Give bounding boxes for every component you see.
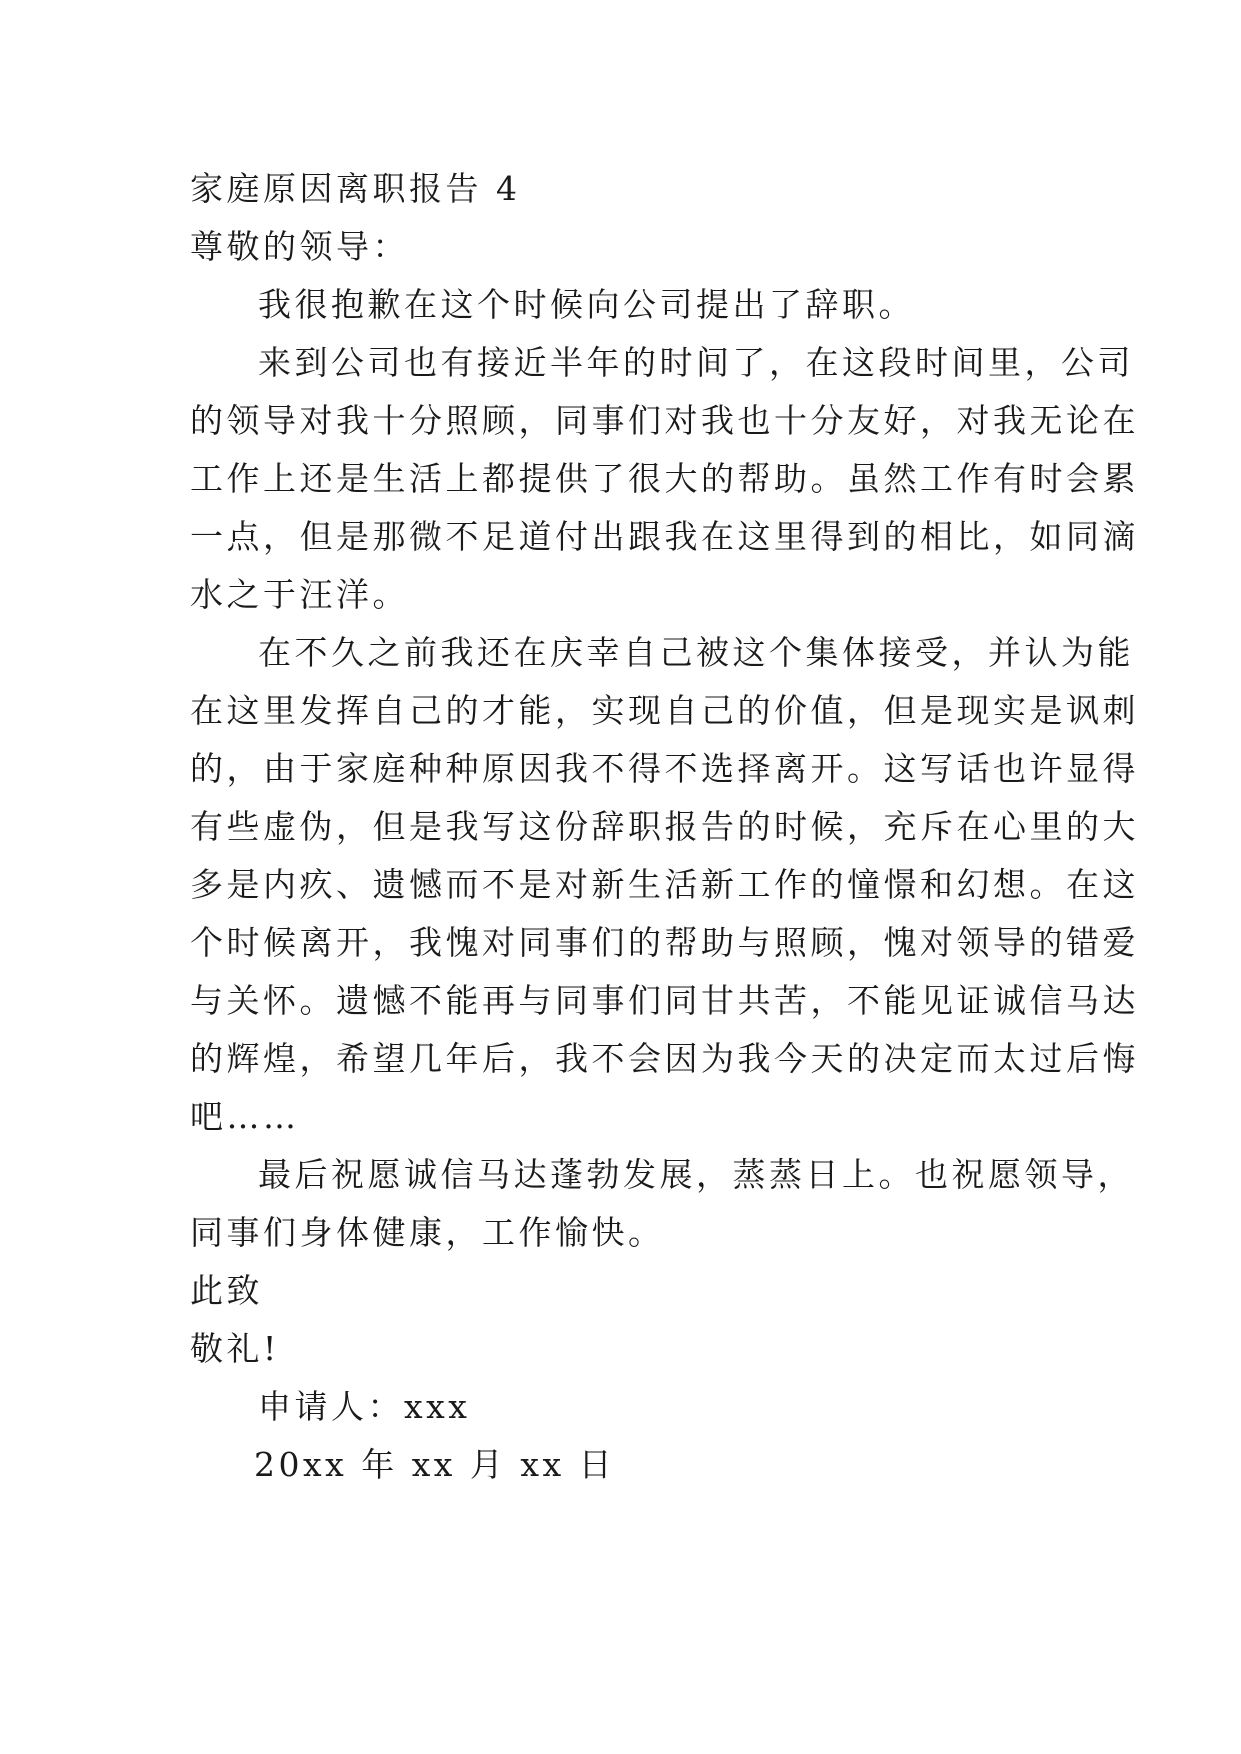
applicant-line: 申请人：xxx <box>258 1387 471 1426</box>
document-title: 家庭原因离职报告 4 <box>190 169 521 208</box>
paragraph-3-line-9: 吧…… <box>190 1097 300 1136</box>
paragraph-3-line-8: 的辉煌，希望几年后，我不会因为我今天的决定而太过后悔 <box>190 1039 1139 1078</box>
paragraph-4-line-2: 同事们身体健康，工作愉快。 <box>190 1213 665 1252</box>
paragraph-2-line-2: 的领导对我十分照顾，同事们对我也十分友好，对我无论在 <box>190 401 1139 440</box>
paragraph-3-line-3: 的，由于家庭种种原因我不得不选择离开。这写话也许显得 <box>190 749 1139 788</box>
paragraph-3-line-6: 个时候离开，我愧对同事们的帮助与照顾，愧对领导的错爱 <box>190 923 1139 962</box>
paragraph-3-line-1: 在不久之前我还在庆幸自己被这个集体接受，并认为能 <box>258 633 1134 672</box>
paragraph-2-line-1: 来到公司也有接近半年的时间了，在这段时间里，公司 <box>258 343 1134 382</box>
paragraph-3-line-5: 多是内疚、遗憾而不是对新生活新工作的憧憬和幻想。在这 <box>190 865 1139 904</box>
date-line: 20xx 年 xx 月 xx 日 <box>254 1445 616 1484</box>
paragraph-2-line-5: 水之于汪洋。 <box>190 575 409 614</box>
salutation: 尊敬的领导： <box>190 227 409 266</box>
paragraph-2-line-3: 工作上还是生活上都提供了很大的帮助。虽然工作有时会累 <box>190 459 1139 498</box>
paragraph-1-line-1: 我很抱歉在这个时候向公司提出了辞职。 <box>258 285 915 324</box>
paragraph-3-line-2: 在这里发挥自己的才能，实现自己的价值，但是现实是讽刺 <box>190 691 1139 730</box>
paragraph-4-line-1: 最后祝愿诚信马达蓬勃发展，蒸蒸日上。也祝愿领导， <box>258 1155 1134 1194</box>
paragraph-3-line-4: 有些虚伪，但是我写这份辞职报告的时候，充斥在心里的大 <box>190 807 1139 846</box>
paragraph-2-line-4: 一点，但是那微不足道付出跟我在这里得到的相比，如同滴 <box>190 517 1139 556</box>
closing-line-1: 此致 <box>190 1271 263 1310</box>
paragraph-3-line-7: 与关怀。遗憾不能再与同事们同甘共苦，不能见证诚信马达 <box>190 981 1139 1020</box>
closing-line-2: 敬礼! <box>190 1329 280 1368</box>
